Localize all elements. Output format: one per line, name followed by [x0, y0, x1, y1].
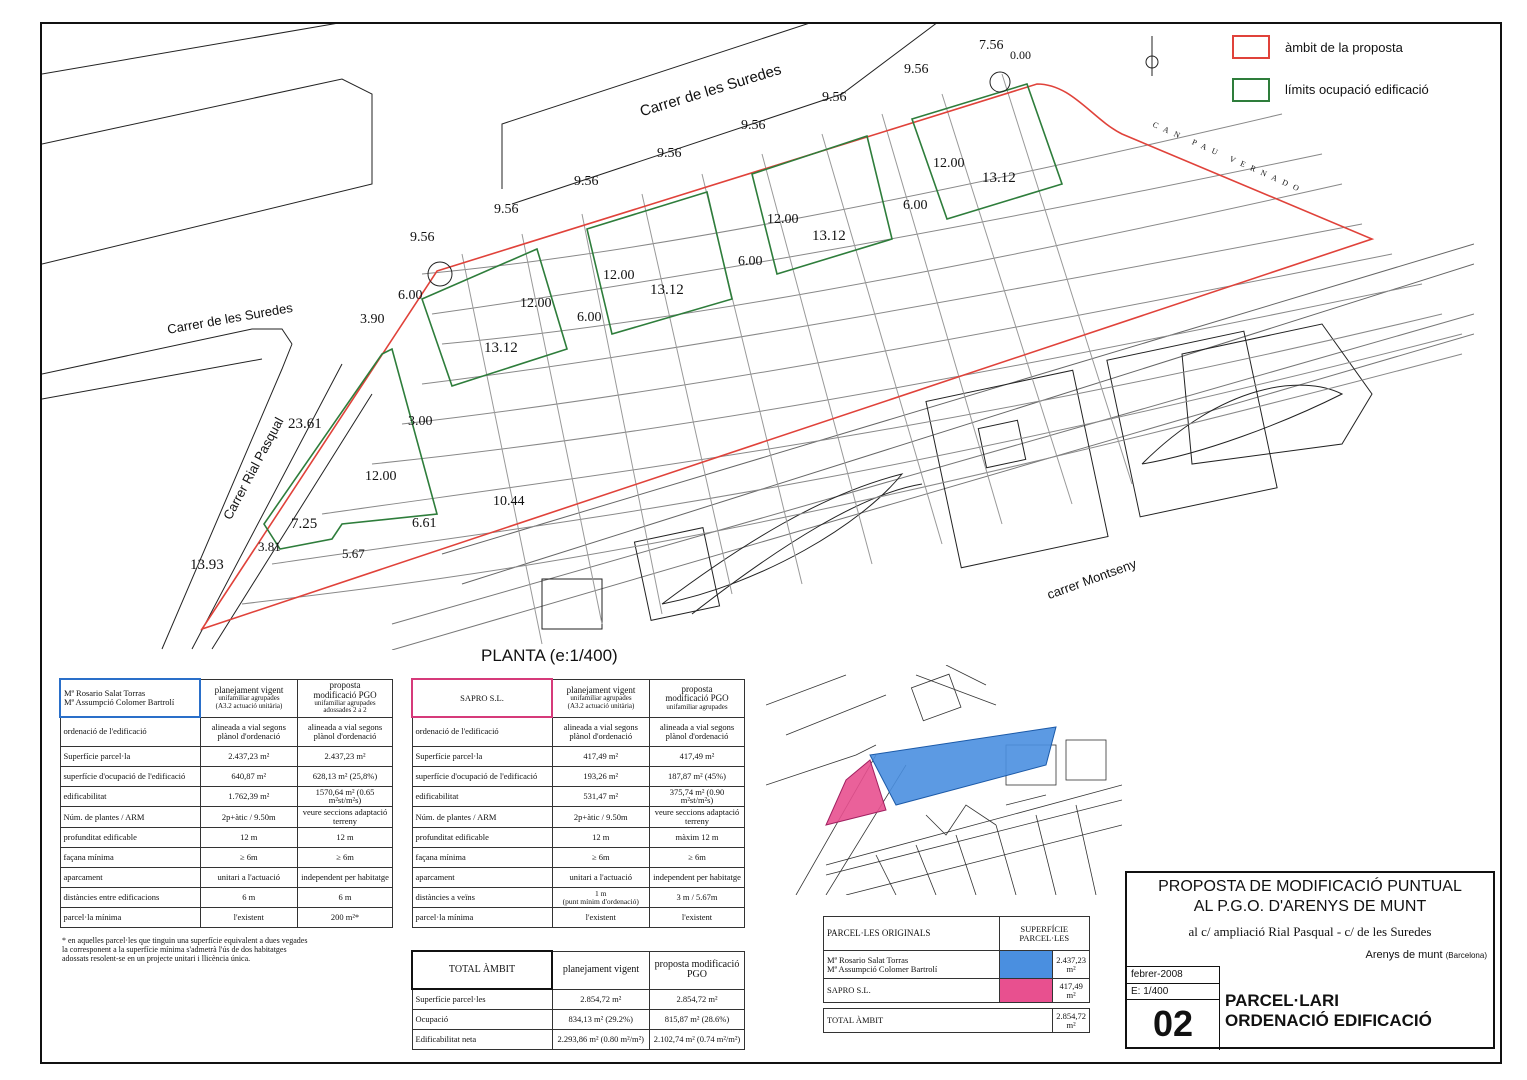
- legend-swatch-proposal: [1232, 35, 1270, 59]
- dimension-label: 5.67: [342, 546, 365, 561]
- cell-value: 628,13 m² (25,8%): [298, 766, 393, 786]
- row-label: ordenació de l'edificació: [60, 717, 200, 746]
- table-header-owner: SAPRO S.L.: [412, 679, 552, 717]
- dimension-label: 7.25: [291, 516, 318, 532]
- cell-value: 12 m: [552, 828, 650, 848]
- cell-value: 6 m: [200, 888, 298, 908]
- cell-value: 3 m / 5.67m: [650, 888, 745, 908]
- cell-value: 815,87 m² (28.6%): [650, 1009, 745, 1029]
- building-footprint: [587, 192, 732, 334]
- street-edge: [42, 24, 372, 264]
- cell-value: 1570,64 m² (0.65 m²st/m²s): [298, 786, 393, 807]
- street-label: Carrer de les Suredes: [166, 299, 294, 337]
- cell-value: 2.854,72 m²: [650, 989, 745, 1009]
- legend-label-building: límits ocupació edificació: [1285, 82, 1429, 97]
- dimension-label: 12.00: [520, 296, 552, 311]
- row-label: distàncies a veïns: [412, 888, 552, 908]
- cell-value: independent per habitatge: [650, 868, 745, 888]
- cell-value: màxim 12 m: [650, 828, 745, 848]
- view-title: PLANTA (e:1/400): [481, 646, 618, 665]
- row-label: SAPRO S.L.: [824, 979, 1000, 1003]
- cell-value: unitari a l'actuació: [200, 868, 298, 888]
- dimension-label: 13.12: [812, 228, 846, 244]
- dimension-label: 3.00: [408, 414, 433, 429]
- street-edge: [392, 314, 1474, 650]
- cell-value: 2.854,72 m²: [552, 989, 650, 1009]
- cell-value: 12 m: [298, 828, 393, 848]
- dimension-label: 12.00: [767, 212, 799, 227]
- row-label: edificabilitat: [60, 786, 200, 807]
- parcel-salat: [870, 727, 1056, 805]
- dimension-label: 10.44: [493, 494, 525, 509]
- row-label: Superfície parcel·les: [412, 989, 552, 1009]
- dimension-label: 12.00: [603, 268, 635, 283]
- cell-value: l'existent: [650, 908, 745, 928]
- building-footprint: [752, 136, 892, 274]
- cell-value: 417,49 m²: [1053, 979, 1090, 1003]
- dimension-label: 6.61: [412, 516, 437, 531]
- row-label: Mª Rosario Salat Torras Mª Assumpció Colomer Bartrolí: [824, 951, 1000, 979]
- row-label: Núm. de plantes / ARM: [412, 807, 552, 828]
- sheet-number: 02: [1152, 1003, 1194, 1044]
- cell-value: 417,49 m²: [650, 746, 745, 766]
- dimension-label: 9.56: [657, 146, 682, 161]
- cell-value: 2.437,23 m²: [200, 746, 298, 766]
- col-header: proposta modificació PGO: [665, 683, 729, 704]
- col-header: proposta modificació PGO: [650, 951, 745, 989]
- cell-value: 531,47 m²: [552, 786, 650, 807]
- row-label: Ocupació: [412, 1009, 552, 1029]
- location-map: [766, 665, 1122, 895]
- cell-value: ≥ 6m: [298, 848, 393, 868]
- cell-value: ≥ 6m: [200, 848, 298, 868]
- title-line-2: AL P.G.O. D'ARENYS DE MUNT: [1193, 898, 1427, 915]
- dimension-label: 6.00: [398, 288, 423, 303]
- table-header-owner: Mª Rosario Salat Torras Mª Assumpció Colomer Bartrolí: [60, 679, 200, 717]
- row-label: superfície d'ocupació de l'edificació: [412, 766, 552, 786]
- street-label: Carrer Rial Pasqual: [220, 414, 287, 523]
- cell-value: 6 m: [298, 888, 393, 908]
- cell-value: ≥ 6m: [552, 848, 650, 868]
- street-label: Carrer de les Suredes: [638, 61, 784, 121]
- dimension-label: 3.90: [360, 312, 385, 327]
- row-label: Superfície parcel·la: [412, 746, 552, 766]
- row-label: distàncies entre edificacions: [60, 888, 200, 908]
- col-header: planejament vigent: [552, 951, 650, 989]
- dimension-label: 9.56: [574, 174, 599, 189]
- table-owners-salat: [59, 678, 393, 928]
- date: febrer-2008: [1131, 969, 1183, 980]
- cell-value: 417,49 m²: [552, 746, 650, 766]
- parcel-color-pink: [999, 979, 1053, 1003]
- row-label: profunditat edificable: [412, 828, 552, 848]
- cell-value: 2.102,74 m² (0.74 m²/m²): [650, 1029, 745, 1049]
- north-arrow: [1146, 36, 1158, 76]
- cell-value: veure seccions adaptació terreny: [298, 807, 393, 828]
- dimension-label: 13.12: [484, 340, 518, 356]
- cell-value: 187,87 m² (45%): [650, 766, 745, 786]
- legend-swatch-building: [1232, 78, 1270, 102]
- cell-value: 2.293,86 m² (0.80 m²/m²): [552, 1029, 650, 1049]
- table-original-parcels: [823, 916, 1090, 1033]
- street-label: carrer Montseny: [1045, 555, 1139, 603]
- cell-value: alineada a vial segons plànol d'ordenació: [552, 717, 650, 746]
- col-subheader: unifamiliar agrupades adossades 2 a 2: [314, 699, 376, 715]
- cell-value: 375,74 m² (0.90 m²st/m²s): [650, 786, 745, 807]
- cell-value: 2.437,23 m²: [1053, 951, 1090, 979]
- street-edge: [442, 244, 1474, 584]
- proposal-boundary: [202, 84, 1372, 629]
- dimension-label: 23.61: [288, 416, 322, 432]
- title-line-3: al c/ ampliació Rial Pasqual - c/ de les Suredes: [1188, 924, 1432, 939]
- col-subheader: unifamiliar agrupades (A3.2 actuació unitària): [567, 694, 635, 710]
- sheet-title-2: ORDENACIÓ EDIFICACIÓ: [1225, 1011, 1432, 1030]
- table-owner-sapro: [411, 678, 745, 928]
- cell-value: alineada a vial segons plànol d'ordenació: [298, 717, 393, 746]
- dimension-label: 9.56: [822, 90, 847, 105]
- dimension-label: 13.12: [982, 170, 1016, 186]
- table-total-ambit: [411, 950, 745, 1050]
- building-footprint: [912, 84, 1062, 219]
- dimension-label: 3.81: [258, 539, 281, 554]
- col-header: planejament vigent: [566, 684, 636, 695]
- cell-value: 1 m (punt mínim d'ordenació): [552, 888, 650, 908]
- cell-value: 834,13 m² (29.2%): [552, 1009, 650, 1029]
- cell-value: 640,87 m²: [200, 766, 298, 786]
- dimension-label: 12.00: [365, 469, 397, 484]
- parcel-color-blue: [999, 951, 1053, 979]
- dimension-label: 9.56: [494, 202, 519, 217]
- cell-value: 2.854,72 m²: [1053, 1009, 1090, 1033]
- parcel-sapro: [826, 760, 886, 825]
- row-label: aparcament: [412, 868, 552, 888]
- row-label: aparcament: [60, 868, 200, 888]
- dimension-label: 6.00: [738, 254, 763, 269]
- row-label: superfície d'ocupació de l'edificació: [60, 766, 200, 786]
- footnote: * en aquelles parcel·les que tinguin una superfície equivalent a dues vegades la corresponent a la superfície mínima s'admetrà l'ús de dos habitatges adossats resolent-se en un projecte unitari i llicència única.: [62, 936, 308, 963]
- col-header: proposta modificació PGO: [313, 680, 377, 700]
- cell-value: 193,26 m²: [552, 766, 650, 786]
- cell-value: ≥ 6m: [650, 848, 745, 868]
- row-label: Edificabilitat neta: [412, 1029, 552, 1049]
- row-label: parcel·la mínima: [60, 908, 200, 928]
- col-header: SUPERFÍCIE PARCEL·LES: [999, 917, 1089, 951]
- dimension-label: 9.56: [410, 230, 435, 245]
- dimension-label: 13.12: [650, 282, 684, 298]
- cell-value: veure seccions adaptació terreny: [650, 807, 745, 828]
- row-label: façana mínima: [412, 848, 552, 868]
- row-label: façana mínima: [60, 848, 200, 868]
- row-label: Superfície parcel·la: [60, 746, 200, 766]
- scale: E: 1/400: [1131, 986, 1169, 997]
- street-edge: [162, 344, 372, 649]
- dimension-label: 9.56: [904, 62, 929, 77]
- col-subheader: unifamiliar agrupades: [666, 702, 728, 711]
- cell-value: 12 m: [200, 828, 298, 848]
- location: Arenys de munt (Barcelona): [1365, 949, 1487, 961]
- dimension-label: 6.00: [903, 198, 928, 213]
- col-header: planejament vigent: [214, 684, 284, 695]
- cell-value: alineada a vial segons plànol d'ordenació: [650, 717, 745, 746]
- table-header: PARCEL·LES ORIGINALS: [824, 917, 1000, 951]
- street-edge: [502, 24, 942, 204]
- dimension-label: 6.00: [577, 310, 602, 325]
- dimension-label: 12.00: [933, 156, 965, 171]
- cell-value: unitari a l'actuació: [552, 868, 650, 888]
- street-edge: [42, 329, 292, 399]
- col-subheader: unifamiliar agrupades (A3.2 actuació unitària): [215, 694, 283, 710]
- cell-value: l'existent: [552, 908, 650, 928]
- title-block: [1125, 871, 1495, 1049]
- place-label: CAN PAU VERNADO: [1151, 120, 1306, 196]
- title-line-1: PROPOSTA DE MODIFICACIÓ PUNTUAL: [1158, 878, 1462, 895]
- sheet-title-1: PARCEL·LARI: [1225, 991, 1339, 1010]
- cell-value: 2p+àtic / 9.50m: [200, 807, 298, 828]
- table-header: TOTAL ÀMBIT: [412, 951, 552, 989]
- cell-value: l'existent: [200, 908, 298, 928]
- cell-value: 2.437,23 m²: [298, 746, 393, 766]
- row-label: edificabilitat: [412, 786, 552, 807]
- row-label: parcel·la mínima: [412, 908, 552, 928]
- cell-value: alineada a vial segons plànol d'ordenació: [200, 717, 298, 746]
- cell-value: 2p+àtic / 9.50m: [552, 807, 650, 828]
- row-label: Núm. de plantes / ARM: [60, 807, 200, 828]
- row-label: ordenació de l'edificació: [412, 717, 552, 746]
- cell-value: independent per habitatge: [298, 868, 393, 888]
- dimension-label: 9.56: [741, 118, 766, 133]
- dimension-label: 7.56: [979, 38, 1004, 53]
- dimension-label: 13.93: [190, 557, 224, 573]
- dimension-label: 0.00: [1010, 48, 1031, 62]
- cell-value: 1.762,39 m²: [200, 786, 298, 807]
- cell-value: 200 m²*: [298, 908, 393, 928]
- row-label: profunditat edificable: [60, 828, 200, 848]
- row-label: TOTAL ÀMBIT: [824, 1009, 1053, 1033]
- legend-label-proposal: àmbit de la proposta: [1285, 40, 1403, 55]
